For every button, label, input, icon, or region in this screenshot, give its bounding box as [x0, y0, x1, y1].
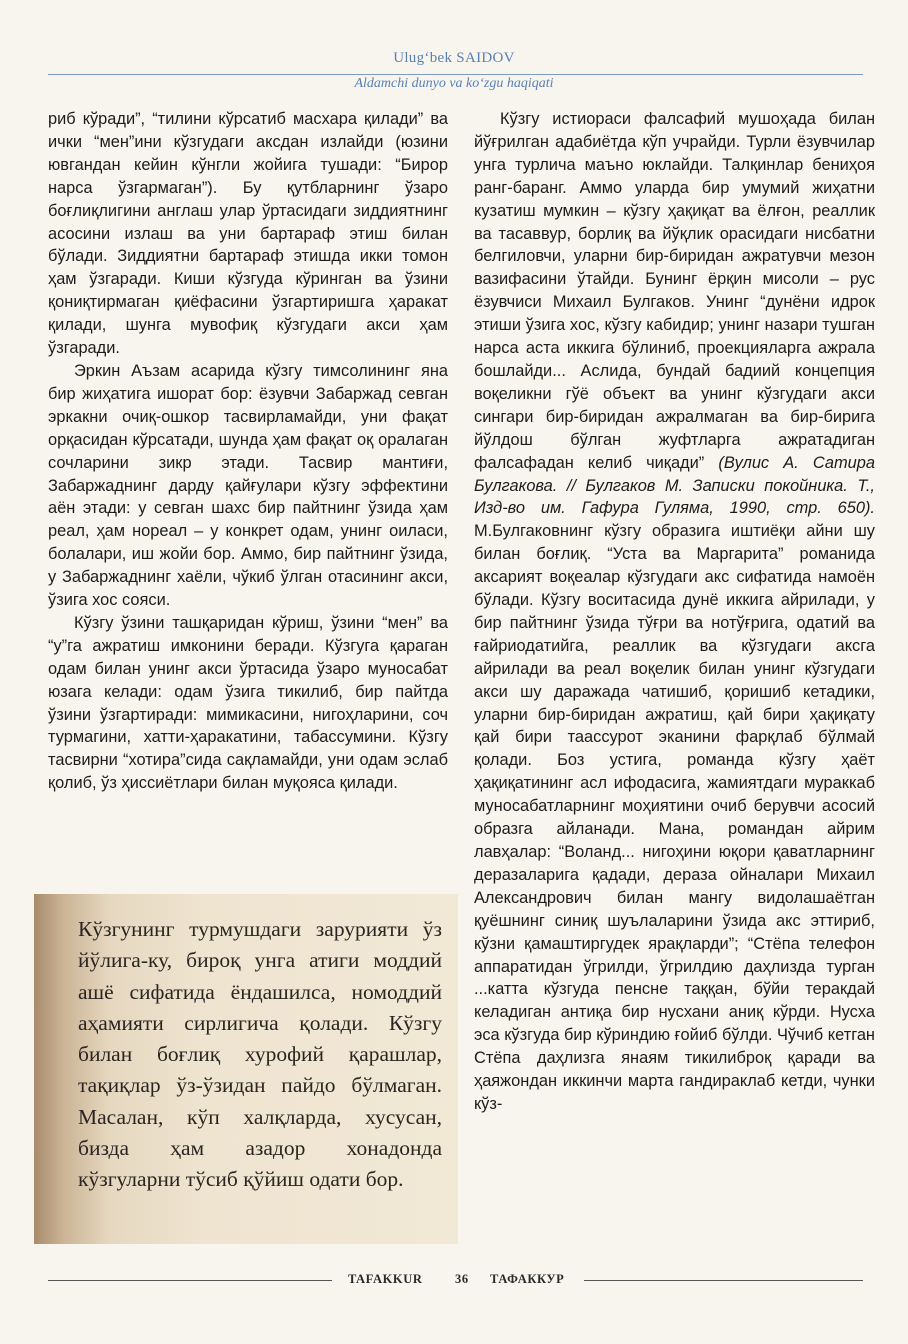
left-paragraph-3: Кўзгу ўзини ташқаридан кўриш, ўзини “мен” ва “у”га ажратиш имконини беради. Кўзгуга қараган одам билан унинг акси ўртасида ўзаро муносабат юзага келади: одам ўзига тикилиб, бир пайтда ўзини ўзгартиради: мимикасини, нигоҳларини, соч турмагини, хатти-ҳаракатини, табассумини. Кўзгу тасвирни “хотира”сида сақламайди, уни одам эслаб қолиб, ўз ҳиссиётлари билан муқояса қилади.	[48, 613, 448, 793]
pull-quote-text: Кўзгунинг турмушдаги зарурияти ўз йўлига-ку, бироқ унга атиги моддий ашё сифатида ёндашилса, номоддий аҳамияти сирлигича қолади. Кўзгу билан боғлиқ хурофий қарашлар, тақиқлар ўз-ўзидан пайдо бўлмаган. Масалан, кўп халқларда, хусусан, бизда ҳам азадор хонадонда кўзгуларни тўсиб қўйиш одати бор.	[78, 917, 442, 1192]
footer-journal-cyrillic: ТАФАККУР	[490, 1272, 565, 1286]
left-paragraph-1: риб кўради”, “тилини кўрсатиб масхара қилади” ва ички “мен”ини кўзгудаги аксдан излайди (юзини ювгандан кейин кўнгли жойига тушади: “Бирор нарса ўзгармаган”). Бу қутбларнинг ўзаро боғлиқлигини англаш улар ўртасидаги зиддиятнинг асосини излаш ва уни бартараф этиш билан бўлади. Зиддиятни бартараф этишда икки томон ҳам ўзгаради. Киши кўзгуда кўринган ва ўзини қониқтирмаган қиёфасини ўзгартиришга ҳаракат қилади, шунга мувофиқ кўзгудаги акси ҳам ўзгаради.	[48, 110, 448, 358]
right-paragraph-1-continued: М.Булгаковнинг кўзгу образига иштиёқи айни шу билан боғлиқ. “Уста ва Маргарита” романида аксарият воқеалар кўзгудаги акс сифатида намоён бўлади. Кўзгу воситасида дунё иккига айрилади, у бир пайтнинг ўзида тўғри ва нотўғрига, одатий ва ғайриодатийга, реаллик ва кўзгудаги аксга айрилади ва реал воқелик билан унинг кўзгудаги акси шу даражада чатишиб, қоришиб кетадики, уларни бир-биридан ажратиш, қай бири ҳақиқату қай бири таассурот эканини фарқлаб бўлмай қолади. Боз устига, романда кўзгу ҳаёт ҳақиқатининг асл ифодасига, жамиятдаги мураккаб муносабатларнинг моҳиятини очиб берувчи асосий образга айланади. Мана, романдан айрим лавҳалар: “Воланд... нигоҳини юқори қаватларнинг деразаларига қадади, дераза ойналари Михаил Александрович билан мангу видолашаётган қуёшнинг синиқ шуълаларини ўзида акс эттириб, кўзни қамаштиргудек ярақларди”; “Стёпа телефон аппаратидан ўгрилди, ўгрилдию даҳлизда турган ...катта кўзгуда пенсне таққан, бўйи теракдай келадиган антиқа бир нусхани аниқ кўрди. Нусха эса кўзгуда бир кўриндию ғойиб бўлди. Чўчиб кетган Стёпа даҳлизга янаям тикилиброқ қаради ва ҳаяжондан иккинчи марта гандираклаб кетди, чунки кўз-	[474, 522, 875, 1113]
header-article-title: Aldamchi dunyo va ko‘zgu haqiqati	[354, 76, 554, 91]
page-footer	[48, 1270, 863, 1290]
header-author: Ulug‘bek SAIDOV	[393, 50, 515, 66]
right-paragraph-1	[474, 108, 875, 1116]
left-paragraph-2: Эркин Аъзам асарида кўзгу тимсолининг яна бир жиҳатига ишорат бор: ёзувчи Забаржад севган эркакни очиқ-ошкор тасвирламайди, уни фақат орқасидан кўрсатади, шунда ҳам фақат оқ оралаган сочларини зикр этади. Тасвир мантиғи, Забаржаднинг дарду қайғулари кўзгу эффектини аён этади: у севган шахс бир пайтнинг ўзида ҳам реал, ҳам нореал – у конкрет одам, унинг оиласи, болалари, иш жойи бор. Аммо, бир пайтнинг ўзида, у Забаржаднинг хаёли, чўкиб ўлган отасининг акси, ўзига хос сояси.	[48, 361, 448, 610]
footer-rule-left	[48, 1280, 332, 1281]
right-paragraph-1-text: Кўзгу истиораси фалсафий мушоҳада билан йўғрилган адабиётда кўп учрайди. Турли ёзувчилар унга турлича маъно юклайди. Талқинлар бениҳоя ранг-баранг. Аммо уларда бир умумий жиҳатни кузатиш мумкин – кўзгу ҳақиқат ва ёлғон, реаллик ва тасаввур, борлиқ ва йўқлик орасидаги нисбатни белгиловчи, уларни бир-биридан ажратувчи мезон вазифасини ўтайди. Бунинг ёрқин мисоли – рус ёзувчиси Михаил Булгаков. Унинг “дунёни идрок этиши ўзига хос, кўзгу кабидир; унинг назари тушган нарса аста иккига бўлиниб, проекцияларга ажрала бошлайди... Аслида, бундай бадиий концепция воқеликни гўё объект ва унинг кўзгудаги акси сингари бир-биридан ажралмаган ва бир-бирига йўлдош бўлган жуфтларга ажратадиган фалсафадан келиб чиқади”	[474, 110, 875, 472]
page-number: 36	[455, 1272, 469, 1286]
pull-quote-box	[34, 894, 458, 1244]
footer-rule-right	[584, 1280, 863, 1281]
left-column	[48, 108, 448, 795]
right-column	[474, 108, 875, 1116]
footer-journal-latin: TAFAKKUR	[348, 1272, 423, 1286]
citation: (Вулис А. Сатира Булгакова. // Булгаков М. Записки покойника. Т., Изд-во им. Гафура Гуляма, 1990, стр. 650).	[474, 453, 875, 518]
header-rule	[48, 74, 863, 75]
